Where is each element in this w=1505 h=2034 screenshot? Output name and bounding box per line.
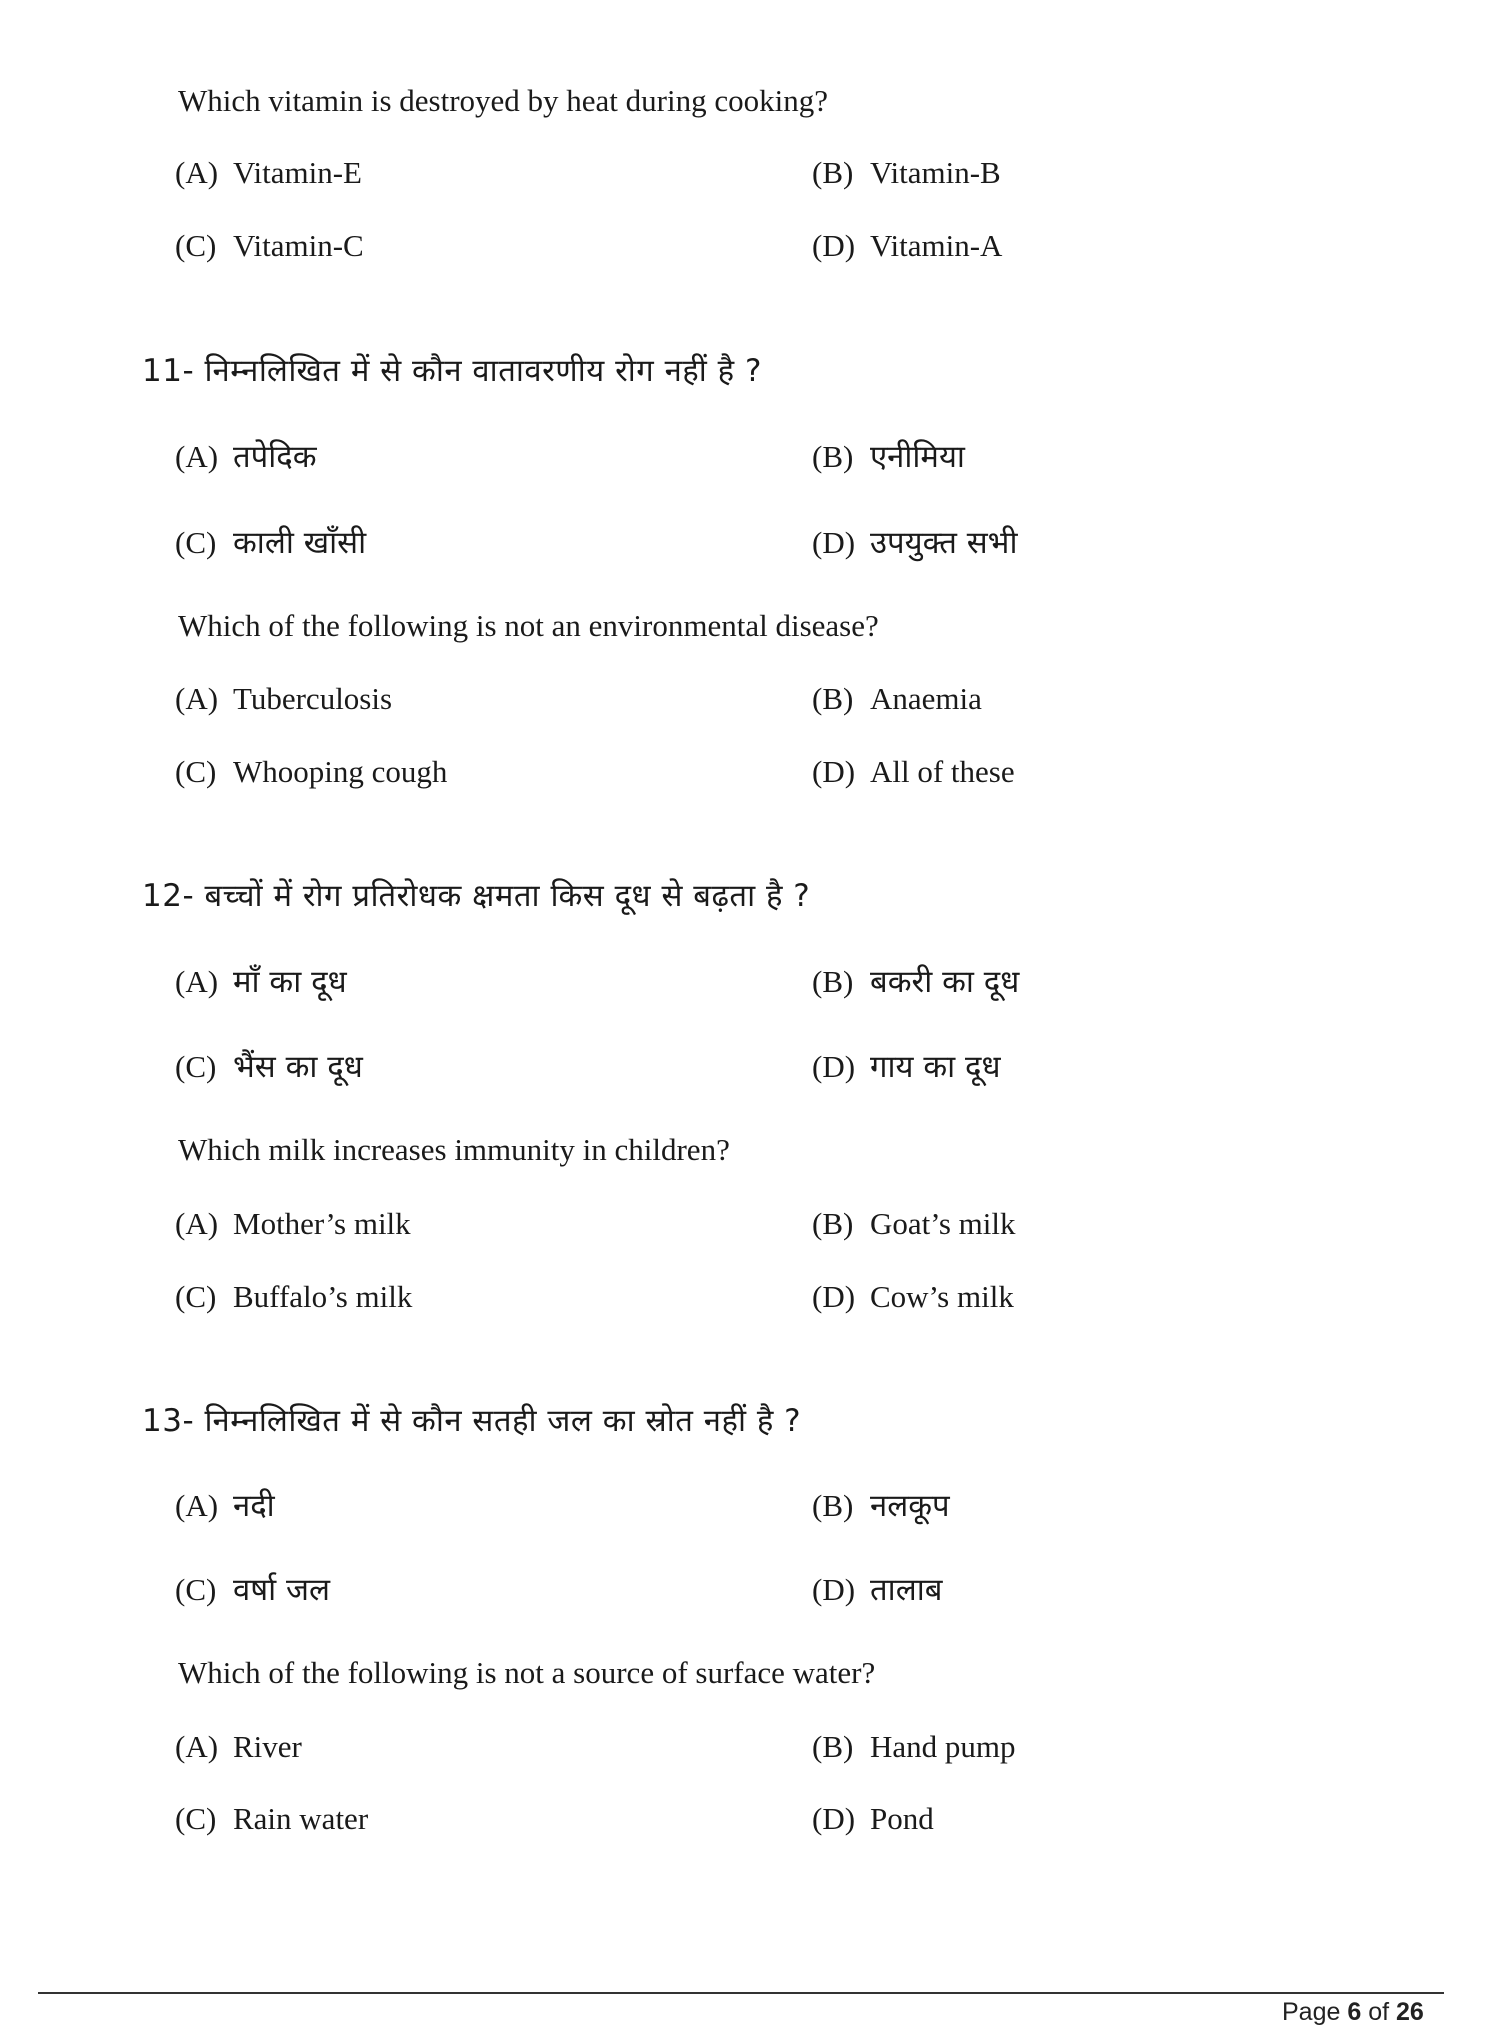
option-text: Tuberculosis (233, 681, 393, 716)
option-13-c-hi (175, 1570, 330, 1610)
option-12-d-en (812, 1277, 1014, 1317)
option-text: तपेदिक (233, 439, 317, 475)
option-10-b-en (812, 153, 1001, 193)
option-13-a-en (175, 1727, 302, 1767)
option-text: Goat’s milk (870, 1206, 1016, 1241)
option-13-d-hi (812, 1570, 942, 1610)
option-letter: (B) (812, 439, 854, 474)
question-11-text-hi: 11- निम्नलिखित में से कौन वातावरणीय रोग नहीं है ? (142, 353, 762, 389)
page-total: 26 (1396, 1998, 1424, 2026)
option-letter: (D) (812, 1279, 856, 1314)
option-text: तालाब (870, 1572, 943, 1608)
option-letter: (B) (812, 155, 854, 190)
option-text: एनीमिया (870, 439, 965, 475)
option-text: भैंस का दूध (233, 1049, 363, 1085)
question-13-text-en: Which of the following is not a source of surface water? (178, 1655, 876, 1690)
option-13-b-en (812, 1727, 1016, 1767)
option-letter: (A) (175, 155, 219, 190)
option-11-c-hi (175, 523, 366, 563)
option-text: Buffalo’s milk (233, 1279, 413, 1314)
option-letter: (D) (812, 1572, 856, 1607)
option-11-b-en (812, 679, 982, 719)
option-letter: (A) (175, 1206, 219, 1241)
option-letter: (C) (175, 1801, 217, 1836)
page-number (1282, 1998, 1424, 2027)
option-text: Mother’s milk (233, 1206, 411, 1241)
option-text: काली खाँसी (233, 525, 367, 561)
option-12-d-hi (812, 1047, 1001, 1087)
question-12-text-hi: 12- बच्चों में रोग प्रतिरोधक क्षमता किस दूध से बढ़ता है ? (142, 878, 811, 914)
option-text: Rain water (233, 1801, 369, 1836)
option-12-a-en (175, 1204, 411, 1244)
option-11-d-hi (812, 523, 1018, 563)
option-letter: (C) (175, 1279, 217, 1314)
option-text: नलकूप (870, 1488, 950, 1524)
option-text: Pond (870, 1801, 934, 1836)
option-text: बकरी का दूध (870, 964, 1020, 1000)
option-letter: (B) (812, 1206, 854, 1241)
option-letter: (C) (175, 1572, 217, 1607)
option-letter: (D) (812, 228, 856, 263)
option-11-a-hi (175, 437, 317, 477)
option-12-c-hi (175, 1047, 363, 1087)
option-13-b-hi (812, 1486, 950, 1526)
option-12-b-en (812, 1204, 1016, 1244)
option-11-b-hi (812, 437, 965, 477)
option-12-a-hi (175, 962, 347, 1002)
option-text: Whooping cough (233, 754, 448, 789)
option-text: Vitamin-E (233, 155, 362, 190)
option-text: Anaemia (870, 681, 982, 716)
option-10-a-en (175, 153, 362, 193)
question-13-text-hi: 13- निम्नलिखित में से कौन सतही जल का स्रोत नहीं है ? (142, 1403, 802, 1439)
option-text: Vitamin-A (870, 228, 1003, 263)
option-text: River (233, 1729, 302, 1764)
option-letter: (A) (175, 964, 219, 999)
option-text: Hand pump (870, 1729, 1016, 1764)
option-letter: (A) (175, 439, 219, 474)
option-letter: (C) (175, 754, 217, 789)
option-text: वर्षा जल (233, 1572, 331, 1608)
question-10-text-en: Which vitamin is destroyed by heat during cooking? (178, 83, 828, 118)
option-10-d-en (812, 226, 1002, 266)
option-letter: (B) (812, 1488, 854, 1523)
option-12-c-en (175, 1277, 412, 1317)
option-11-d-en (812, 752, 1015, 792)
option-13-a-hi (175, 1486, 275, 1526)
option-text: उपयुक्त सभी (870, 525, 1018, 561)
option-13-d-en (812, 1799, 934, 1839)
option-letter: (B) (812, 681, 854, 716)
option-letter: (B) (812, 1729, 854, 1764)
option-letter: (D) (812, 525, 856, 560)
option-text: गाय का दूध (870, 1049, 1001, 1085)
option-text: Vitamin-B (870, 155, 1001, 190)
option-letter: (A) (175, 1488, 219, 1523)
page-current: 6 (1347, 1998, 1362, 2026)
option-letter: (D) (812, 1801, 856, 1836)
option-text: All of these (870, 754, 1015, 789)
option-text: Cow’s milk (870, 1279, 1014, 1314)
page-of: of (1368, 1998, 1390, 2026)
option-11-c-en (175, 752, 447, 792)
option-letter: (B) (812, 964, 854, 999)
option-letter: (A) (175, 1729, 219, 1764)
question-11-text-en: Which of the following is not an environmental disease? (178, 608, 879, 643)
footer-divider (38, 1992, 1444, 1994)
option-10-c-en (175, 226, 364, 266)
question-12-text-en: Which milk increases immunity in children? (178, 1132, 730, 1167)
option-letter: (D) (812, 754, 856, 789)
option-letter: (C) (175, 525, 217, 560)
option-text: Vitamin-C (233, 228, 364, 263)
option-11-a-en (175, 679, 392, 719)
option-letter: (C) (175, 1049, 217, 1084)
option-13-c-en (175, 1799, 368, 1839)
option-text: नदी (233, 1488, 275, 1524)
option-letter: (C) (175, 228, 217, 263)
option-letter: (A) (175, 681, 219, 716)
option-12-b-hi (812, 962, 1019, 1002)
page-prefix: Page (1282, 1998, 1341, 2026)
option-text: माँ का दूध (233, 964, 347, 1000)
option-letter: (D) (812, 1049, 856, 1084)
